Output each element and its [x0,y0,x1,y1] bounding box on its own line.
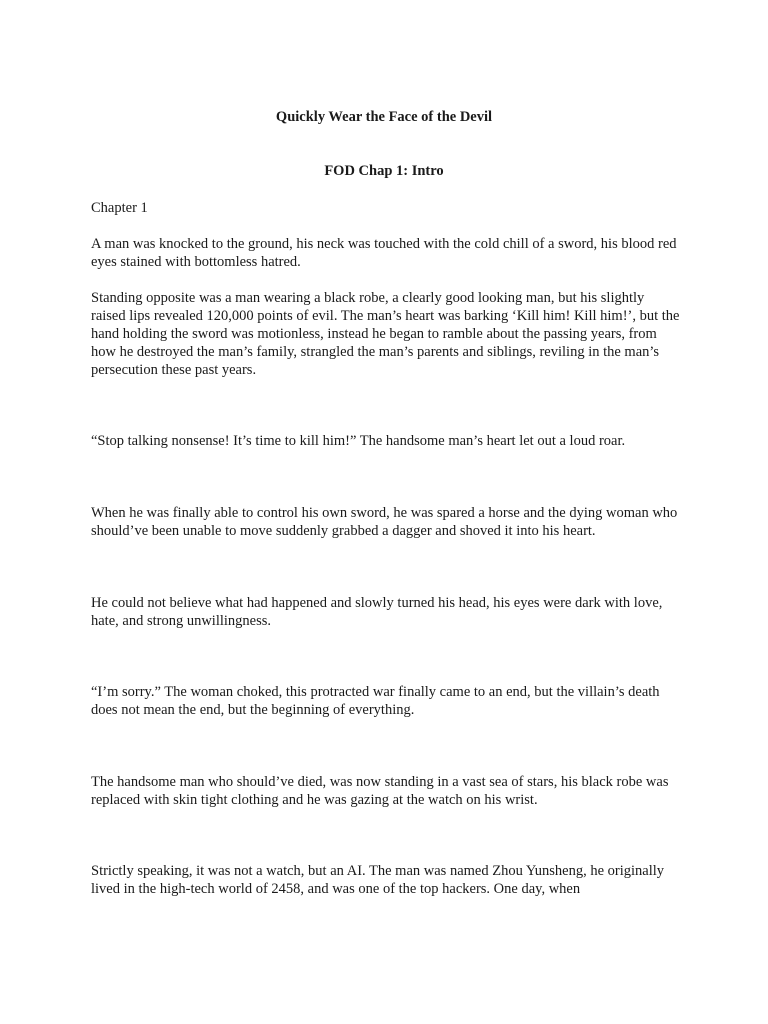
paragraph: “I’m sorry.” The woman choked, this protracted war finally came to an end, but the villain’s death does not mean the end, but the beginning of everything. [91,684,660,718]
paragraph: “Stop talking nonsense! It’s time to kill him!” The handsome man’s heart let out a loud roar. [91,433,626,449]
paragraph: Strictly speaking, it was not a watch, but an AI. The man was named Zhou Yunsheng, he originally lived in the high-tech world of 2458, and was one of the top hackers. One day, when [91,863,665,897]
paragraph: When he was finally able to control his own sword, he was spared a horse and the dying woman who should’ve been unable to move suddenly grabbed a dagger and shoved it into his heart. [91,505,678,539]
paragraph-chapter-label: Chapter 1 [91,200,148,216]
paragraph: Standing opposite was a man wearing a black robe, a clearly good looking man, but his slightly raised lips revealed 120,000 points of evil. The man’s heart was barking ‘Kill him! Kill him!’, but the hand holding the sword was motionless, instead he began to ramble about the passing years, from how he destroyed the man’s family, strangled the man’s parents and siblings, reviling in the man’s persecution these past years. [91,290,680,378]
chapter-heading: FOD Chap 1: Intro [324,163,444,179]
document-title: Quickly Wear the Face of the Devil [275,109,493,125]
paragraph: He could not believe what had happened and slowly turned his head, his eyes were dark with love, hate, and strong unwillingness. [91,595,663,629]
paragraph: The handsome man who should’ve died, was now standing in a vast sea of stars, his black robe was replaced with skin tight clothing and he was gazing at the watch on his wrist. [91,774,669,808]
paragraph: A man was knocked to the ground, his neck was touched with the cold chill of a sword, his blood red eyes stained with bottomless hatred. [91,236,677,270]
